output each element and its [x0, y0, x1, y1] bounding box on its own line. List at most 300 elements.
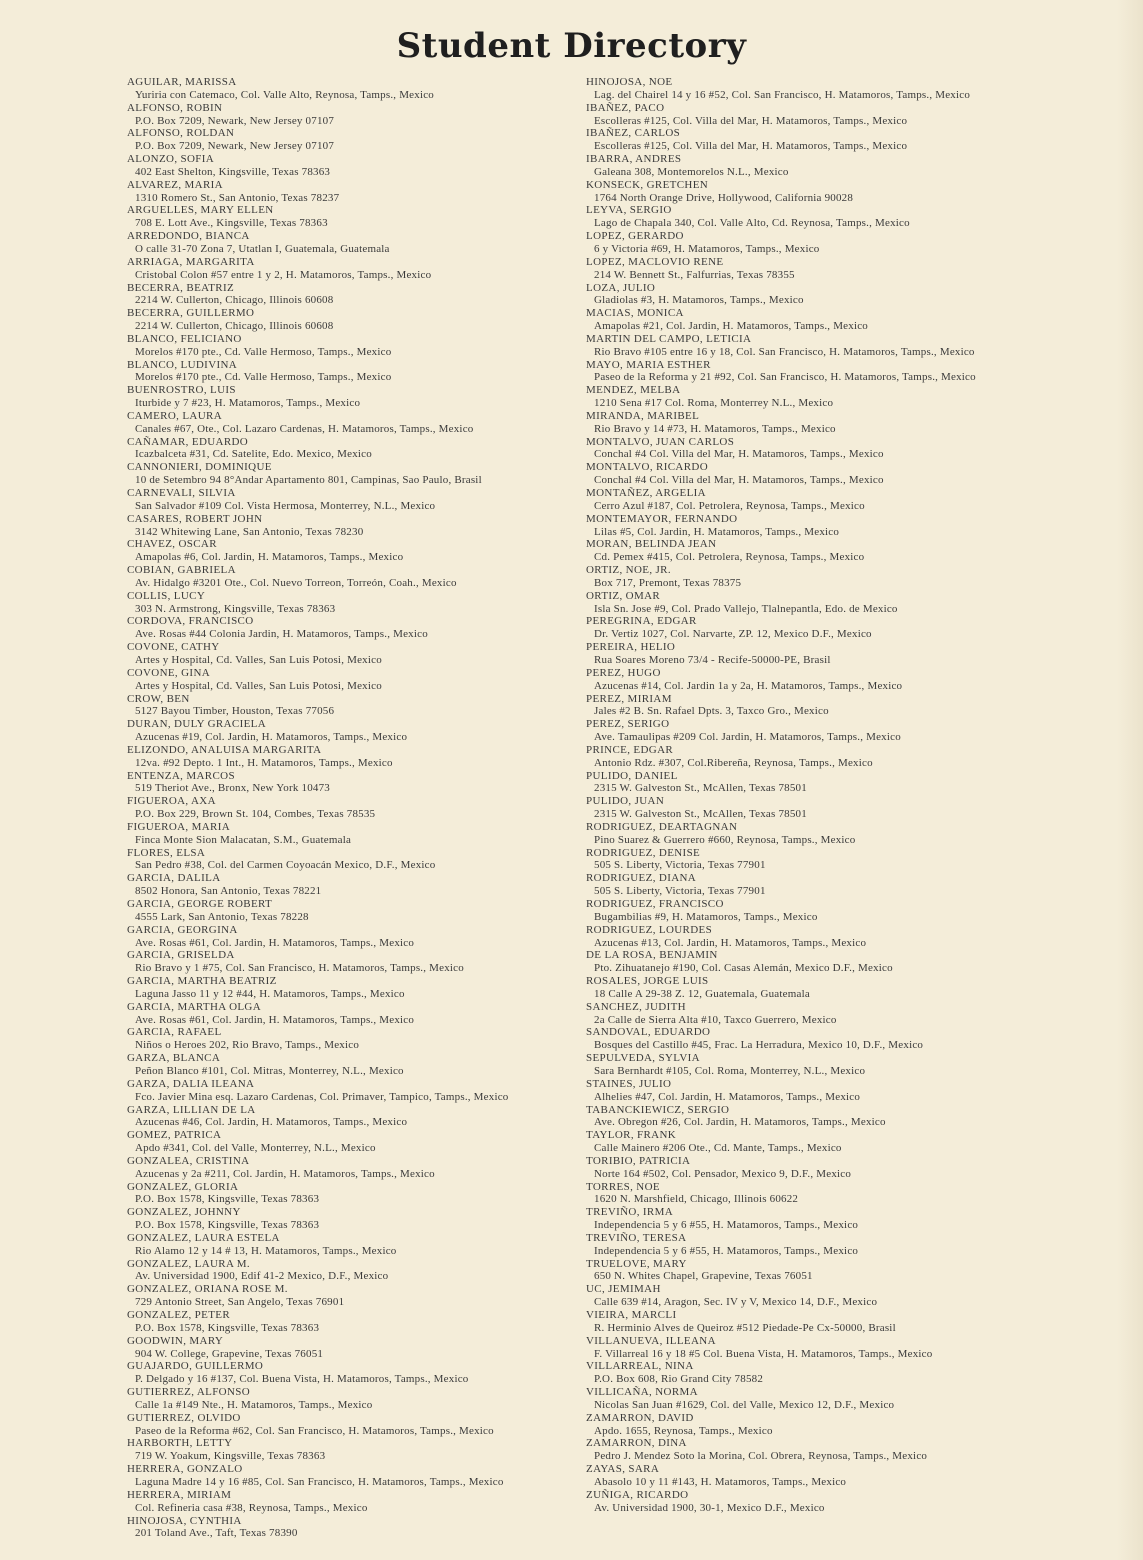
student-name: COVONE, CATHY: [127, 641, 220, 654]
student-name: GARCIA, RAFAEL: [127, 1026, 222, 1039]
student-address: R. Herminio Alves de Queiroz #512 Piedade-Pe Cx-50000, Brasil: [594, 1321, 896, 1334]
student-address: Lilas #5, Col. Jardin, H. Matamoros, Tamps., Mexico: [594, 525, 840, 538]
directory-entry: [127, 179, 582, 205]
student-name: CORDOVA, FRANCISCO: [127, 615, 254, 628]
directory-entry: [586, 693, 1056, 719]
directory-entry: [586, 821, 1056, 847]
student-address: Morelos #170 pte., Cd. Valle Hermoso, Tamps., Mexico: [135, 345, 392, 358]
directory-entry: [127, 1335, 582, 1361]
directory-entry: [586, 179, 1056, 205]
directory-entry: [127, 641, 582, 667]
directory-entry: [586, 1001, 1056, 1027]
student-name: GUTIERREZ, OLVIDO: [127, 1411, 241, 1424]
student-name: MAYO, MARIA ESTHER: [586, 358, 711, 371]
student-address: Pino Suarez & Guerrero #660, Reynosa, Tamps., Mexico: [594, 833, 856, 846]
student-address: Morelos #170 pte., Cd. Valle Hermoso, Tamps., Mexico: [135, 371, 392, 384]
student-name: VILLANUEVA, ILLEANA: [586, 1334, 716, 1347]
student-address: Box 717, Premont, Texas 78375: [594, 576, 742, 589]
student-name: TRUELOVE, MARY: [586, 1257, 687, 1270]
student-name: RODRIGUEZ, FRANCISCO: [586, 898, 724, 910]
student-address: Azucenas #19, Col. Jardin, H. Matamoros, Tamps., Mexico: [135, 731, 408, 744]
student-address: 2315 W. Galveston St., McAllen, Texas 78501: [594, 782, 807, 795]
student-address: 10 de Setembro 94 8°Andar Apartamento 801, Campinas, Sao Paulo, Brasil: [135, 474, 482, 487]
student-name: ALFONSO, ROBIN: [127, 101, 223, 114]
directory-entry: [127, 615, 582, 641]
student-name: HERRERA, MIRIAM: [127, 1488, 232, 1501]
directory-entry: [586, 924, 1056, 950]
student-name: ORTIZ, OMAR: [586, 589, 661, 602]
directory-entry: [127, 127, 582, 153]
student-name: ALVAREZ, MARIA: [127, 178, 223, 191]
student-name: GARCIA, GEORGE ROBERT: [127, 898, 273, 910]
student-name: MACIAS, MONICA: [586, 307, 684, 320]
student-address: Niños o Heroes 202, Rio Bravo, Tamps., Mexico: [135, 1039, 360, 1052]
directory-entry: [127, 1129, 582, 1155]
student-name: GARZA, DALIA ILEANA: [127, 1077, 255, 1090]
student-address: Azucenas y 2a #211, Col. Jardin, H. Matamoros, Tamps., Mexico: [135, 1167, 435, 1180]
directory-entry: [586, 410, 1056, 436]
student-name: TAYLOR, FRANK: [586, 1129, 677, 1142]
directory-entry: [586, 307, 1056, 333]
directory-entry: [127, 487, 582, 513]
student-name: GUAJARDO, GUILLERMO: [127, 1360, 264, 1373]
directory-entry: [127, 1386, 582, 1412]
directory-column-left: [127, 76, 582, 1540]
directory-entry: [127, 564, 582, 590]
student-address: 8502 Honora, San Antonio, Texas 78221: [135, 885, 322, 898]
student-address: Cristobal Colon #57 entre 1 y 2, H. Matamoros, Tamps., Mexico: [135, 268, 432, 281]
student-name: STAINES, JULIO: [586, 1077, 672, 1090]
student-address: P.O. Box 608, Rio Grand City 78582: [594, 1373, 764, 1386]
directory-entry: [127, 1437, 582, 1463]
student-name: COBIAN, GABRIELA: [127, 564, 236, 577]
student-address: 402 East Shelton, Kingsville, Texas 78363: [135, 165, 331, 178]
directory-entry: [127, 1489, 582, 1515]
student-address: Dr. Vertiz 1027, Col. Narvarte, ZP. 12, Mexico D.F., Mexico: [594, 628, 872, 641]
directory-entry: [586, 256, 1056, 282]
directory-entry: [586, 1283, 1056, 1309]
student-name: PEREIRA, HELIO: [586, 641, 676, 654]
student-name: MONTAÑEZ, ARGELIA: [586, 487, 706, 499]
directory-entry: [127, 1155, 582, 1181]
directory-entry: [127, 307, 582, 333]
directory-entry: [586, 872, 1056, 898]
student-address: Amapolas #21, Col. Jardin, H. Matamoros, Tamps., Mexico: [594, 320, 868, 333]
student-address: P. Delgado y 16 #137, Col. Buena Vista, H. Matamoros, Tamps., Mexico: [135, 1373, 469, 1386]
directory-entry: [586, 1412, 1056, 1438]
student-address: Artes y Hospital, Cd. Valles, San Luis Potosi, Mexico: [135, 653, 382, 666]
student-address: Peñon Blanco #101, Col. Mitras, Monterrey, N.L., Mexico: [135, 1064, 404, 1077]
student-name: COVONE, GINA: [127, 666, 211, 679]
student-name: IBARRA, ANDRES: [586, 153, 682, 166]
student-address: 719 W. Yoakum, Kingsville, Texas 78363: [135, 1450, 326, 1463]
directory-entry: [127, 282, 582, 308]
student-name: COLLIS, LUCY: [127, 589, 206, 602]
student-name: SANDOVAL, EDUARDO: [586, 1026, 711, 1039]
student-address: Gladiolas #3, H. Matamoros, Tamps., Mexico: [594, 294, 804, 307]
directory-entry: [127, 744, 582, 770]
student-address: Ave. Rosas #61, Col. Jardin, H. Matamoros, Tamps., Mexico: [135, 936, 415, 949]
student-address: Av. Universidad 1900, Edif 41-2 Mexico, D.F., Mexico: [135, 1270, 389, 1283]
student-name: ARREDONDO, BIANCA: [127, 230, 250, 243]
student-address: Rua Soares Moreno 73/4 - Recife-50000-PE, Brasil: [594, 653, 831, 666]
directory-entry: [586, 487, 1056, 513]
directory-entry: [586, 615, 1056, 641]
student-name: CHAVEZ, OSCAR: [127, 538, 217, 551]
student-address: 505 S. Liberty, Victoria, Texas 77901: [594, 885, 766, 898]
student-address: Azucenas #46, Col. Jardin, H. Matamoros, Tamps., Mexico: [135, 1116, 408, 1129]
student-name: TABANCKIEWICZ, SERGIO: [586, 1103, 730, 1116]
student-address: Finca Monte Sion Malacatan, S.M., Guatemala: [135, 833, 352, 846]
directory-entry: [586, 795, 1056, 821]
directory-entry: [127, 1309, 582, 1335]
student-address: Paseo de la Reforma #62, Col. San Francisco, H. Matamoros, Tamps., Mexico: [135, 1424, 494, 1437]
student-address: Rio Alamo 12 y 14 # 13, H. Matamoros, Tamps., Mexico: [135, 1244, 397, 1257]
student-address: 2214 W. Cullerton, Chicago, Illinois 60608: [135, 294, 334, 307]
directory-entry: [586, 384, 1056, 410]
student-name: GONZALEZ, LAURA ESTELA: [127, 1231, 280, 1244]
student-name: TREVIÑO, IRMA: [586, 1206, 674, 1219]
directory-entry: [127, 1052, 582, 1078]
directory-entry: [127, 795, 582, 821]
student-address: 708 E. Lott Ave., Kingsville, Texas 78363: [135, 217, 328, 230]
directory-entry: [586, 1386, 1056, 1412]
student-name: SEPULVEDA, SYLVIA: [586, 1052, 700, 1065]
student-address: 6 y Victoria #69, H. Matamoros, Tamps., Mexico: [594, 242, 820, 255]
student-address: Abasolo 10 y 11 #143, H. Matamoros, Tamps., Mexico: [594, 1475, 847, 1488]
student-name: CAMERO, LAURA: [127, 409, 222, 422]
directory-entry: [586, 1232, 1056, 1258]
directory-column-right: [586, 76, 1056, 1515]
directory-entry: [127, 1360, 582, 1386]
student-address: Escolleras #125, Col. Villa del Mar, H. Matamoros, Tamps., Mexico: [594, 140, 908, 153]
student-address: 3142 Whitewing Lane, San Antonio, Texas 78230: [135, 525, 364, 538]
student-name: ROSALES, JORGE LUIS: [586, 975, 709, 988]
directory-entry: [586, 1437, 1056, 1463]
student-address: Escolleras #125, Col. Villa del Mar, H. Matamoros, Tamps., Mexico: [594, 114, 908, 127]
student-name: UC, JEMIMAH: [586, 1283, 661, 1296]
student-address: P.O. Box 7209, Newark, New Jersey 07107: [135, 140, 335, 153]
student-name: KONSECK, GRETCHEN: [586, 178, 709, 191]
student-name: PEREZ, SERIGO: [586, 718, 670, 731]
student-name: SANCHEZ, JUDITH: [586, 1000, 686, 1013]
student-name: ALONZO, SOFIA: [127, 153, 215, 166]
student-name: MIRANDA, MARIBEL: [586, 409, 700, 422]
student-name: GARCIA, GRISELDA: [127, 949, 235, 962]
student-name: PULIDO, JUAN: [586, 795, 665, 808]
student-name: MARTIN DEL CAMPO, LETICIA: [586, 332, 752, 345]
directory-entry: [586, 1489, 1056, 1515]
student-address: F. Villarreal 16 y 18 #5 Col. Buena Vista, H. Matamoros, Tamps., Mexico: [594, 1347, 933, 1360]
student-address: Ave. Tamaulipas #209 Col. Jardin, H. Matamoros, Tamps., Mexico: [594, 731, 901, 744]
student-name: GARZA, LILLIAN DE LA: [127, 1103, 256, 1116]
student-address: Azucenas #13, Col. Jardin, H. Matamoros, Tamps., Mexico: [594, 936, 867, 949]
student-address: Azucenas #14, Col. Jardin 1a y 2a, H. Matamoros, Tamps., Mexico: [594, 679, 903, 692]
student-address: Paseo de la Reforma y 21 #92, Col. San Francisco, H. Matamoros, Tamps., Mexico: [594, 371, 976, 384]
student-address: Iturbide y 7 #23, H. Matamoros, Tamps., Mexico: [135, 397, 361, 410]
directory-entry: [586, 1463, 1056, 1489]
student-name: LEYVA, SERGIO: [586, 204, 672, 217]
student-name: VILLICAÑA, NORMA: [586, 1386, 698, 1399]
student-name: DE LA ROSA, BENJAMIN: [586, 949, 718, 962]
directory-entry: [127, 770, 582, 796]
directory-entry: [586, 1206, 1056, 1232]
student-name: VILLARREAL, NINA: [586, 1360, 694, 1373]
directory-entry: [586, 461, 1056, 487]
student-name: ARGUELLES, MARY ELLEN: [127, 204, 274, 217]
student-name: ALFONSO, ROLDAN: [127, 127, 235, 140]
student-address: Ave. Obregon #26, Col. Jardin, H. Matamoros, Tamps., Mexico: [594, 1116, 886, 1129]
directory-entry: [127, 333, 582, 359]
directory-entry: [586, 436, 1056, 462]
student-address: Cerro Azul #187, Col. Petrolera, Reynosa, Tamps., Mexico: [594, 499, 865, 512]
student-address: Apdo #341, Col. del Valle, Monterrey, N.L., Mexico: [135, 1142, 376, 1155]
directory-entry: [127, 436, 582, 462]
directory-entry: [127, 898, 582, 924]
student-name: GARZA, BLANCA: [127, 1052, 221, 1065]
student-address: Amapolas #6, Col. Jardin, H. Matamoros, Tamps., Mexico: [135, 551, 404, 564]
student-name: RODRIGUEZ, DIANA: [586, 872, 697, 885]
directory-entry: [127, 847, 582, 873]
directory-entry: [127, 975, 582, 1001]
student-address: Alhelies #47, Col. Jardin, H. Matamoros, Tamps., Mexico: [594, 1090, 861, 1103]
student-address: Nicolas San Juan #1629, Col. del Valle, Mexico 12, D.F., Mexico: [594, 1398, 895, 1411]
student-address: Pto. Zihuatanejo #190, Col. Casas Alemán, Mexico D.F., Mexico: [594, 962, 893, 975]
student-address: Conchal #4 Col. Villa del Mar, H. Matamoros, Tamps., Mexico: [594, 448, 884, 461]
student-address: Av. Hidalgo #3201 Ote., Col. Nuevo Torreon, Torreón, Coah., Mexico: [135, 576, 457, 589]
student-address: 5127 Bayou Timber, Houston, Texas 77056: [135, 705, 335, 718]
student-name: ENTENZA, MARCOS: [127, 769, 235, 782]
directory-entry: [127, 1515, 582, 1541]
student-name: ZUÑIGA, RICARDO: [586, 1488, 689, 1501]
student-address: Jales #2 B. Sn. Rafael Dpts. 3, Taxco Gro., Mexico: [594, 705, 829, 718]
directory-entry: [127, 1412, 582, 1438]
student-name: ZAYAS, SARA: [586, 1463, 660, 1476]
student-name: RODRIGUEZ, DEARTAGNAN: [586, 820, 738, 833]
student-name: HINOJOSA, CYNTHIA: [127, 1514, 242, 1527]
directory-entry: [127, 872, 582, 898]
directory-entry: [127, 1463, 582, 1489]
directory-entry: [127, 1206, 582, 1232]
student-address: Independencia 5 y 6 #55, H. Matamoros, Tamps., Mexico: [594, 1219, 859, 1232]
directory-entry: [127, 410, 582, 436]
student-name: CARNEVALI, SILVIA: [127, 487, 236, 499]
student-name: GOODWIN, MARY: [127, 1334, 224, 1347]
student-address: P.O. Box 229, Brown St. 104, Combes, Texas 78535: [135, 808, 376, 821]
student-address: Laguna Jasso 11 y 12 #44, H. Matamoros, Tamps., Mexico: [135, 987, 405, 1000]
student-address: 2315 W. Galveston St., McAllen, Texas 78501: [594, 808, 807, 821]
student-address: Artes y Hospital, Cd. Valles, San Luis Potosi, Mexico: [135, 679, 382, 692]
student-address: Norte 164 #502, Col. Pensador, Mexico 9, D.F., Mexico: [594, 1167, 852, 1180]
student-name: GONZALEZ, ORIANA ROSE M.: [127, 1283, 288, 1296]
directory-entry: [586, 1052, 1056, 1078]
student-address: Ave. Rosas #44 Colonia Jardin, H. Matamoros, Tamps., Mexico: [135, 628, 428, 641]
student-name: GOMEZ, PATRICA: [127, 1129, 222, 1142]
student-name: LOPEZ, MACLOVIO RENE: [586, 255, 724, 268]
student-name: BLANCO, FELICIANO: [127, 332, 242, 345]
student-name: HERRERA, GONZALO: [127, 1463, 243, 1476]
student-address: Lago de Chapala 340, Col. Valle Alto, Cd. Reynosa, Tamps., Mexico: [594, 217, 910, 230]
student-address: Galeana 308, Montemorelos N.L., Mexico: [594, 165, 789, 178]
directory-entry: [586, 1129, 1056, 1155]
student-address: 18 Calle A 29-38 Z. 12, Guatemala, Guatemala: [594, 987, 810, 1000]
student-name: FIGUEROA, MARIA: [127, 820, 231, 833]
directory-entry: [586, 204, 1056, 230]
student-name: BECERRA, BEATRIZ: [127, 281, 235, 294]
directory-entry: [127, 693, 582, 719]
student-address: Calle Mainero #206 Ote., Cd. Mante, Tamps., Mexico: [594, 1142, 842, 1155]
directory-entry: [586, 564, 1056, 590]
student-name: CANNONIERI, DOMINIQUE: [127, 461, 272, 474]
student-name: ORTIZ, NOE, JR.: [586, 564, 671, 577]
directory-entry: [127, 230, 582, 256]
student-name: GARCIA, DALILA: [127, 872, 221, 885]
directory-entry: [127, 513, 582, 539]
student-address: Conchal #4 Col. Villa del Mar, H. Matamoros, Tamps., Mexico: [594, 474, 884, 487]
student-name: LOZA, JULIO: [586, 281, 656, 294]
directory-entry: [127, 384, 582, 410]
student-address: 2214 W. Cullerton, Chicago, Illinois 60608: [135, 320, 334, 333]
student-name: AGUILAR, MARISSA: [127, 76, 237, 88]
student-name: ZAMARRON, DAVID: [586, 1411, 694, 1424]
directory-entry: [127, 667, 582, 693]
page-title: Student Directory: [396, 26, 747, 66]
student-address: 519 Theriot Ave., Bronx, New York 10473: [135, 782, 330, 795]
student-address: 12va. #92 Depto. 1 Int., H. Matamoros, Tamps., Mexico: [135, 756, 393, 769]
student-address: Bosques del Castillo #45, Frac. La Herradura, Mexico 10, D.F., Mexico: [594, 1039, 924, 1052]
student-address: Sara Bernhardt #105, Col. Roma, Monterrey, N.L., Mexico: [594, 1064, 866, 1077]
student-name: TORIBIO, PATRICIA: [586, 1154, 691, 1167]
directory-entry: [127, 102, 582, 128]
student-name: GONZALEZ, PETER: [127, 1309, 231, 1321]
directory-entry: [586, 1078, 1056, 1104]
directory-entry: [127, 1104, 582, 1130]
student-name: ARRIAGA, MARGARITA: [127, 255, 255, 268]
student-address: 1764 North Orange Drive, Hollywood, California 90028: [594, 191, 854, 204]
student-address: Calle 639 #14, Aragon, Sec. IV y V, Mexico 14, D.F., Mexico: [594, 1296, 878, 1309]
directory-entry: [586, 770, 1056, 796]
directory-entry: [127, 256, 582, 282]
student-name: PEREZ, HUGO: [586, 666, 661, 679]
directory-entry: [127, 924, 582, 950]
student-address: Cd. Pemex #415, Col. Petrolera, Reynosa, Tamps., Mexico: [594, 551, 865, 564]
student-name: MENDEZ, MELBA: [586, 384, 681, 397]
directory-entry: [586, 898, 1056, 924]
directory-entry: [586, 718, 1056, 744]
directory-entry: [586, 744, 1056, 770]
directory-entry: [586, 282, 1056, 308]
student-address: 1620 N. Marshfield, Chicago, Illinois 60622: [594, 1193, 799, 1206]
directory-entry: [586, 667, 1056, 693]
directory-entry: [127, 538, 582, 564]
student-address: Laguna Madre 14 y 16 #85, Col. San Francisco, H. Matamoros, Tamps., Mexico: [135, 1475, 504, 1488]
student-address: 904 W. College, Grapevine, Texas 76051: [135, 1347, 324, 1360]
student-address: Icazbalceta #31, Cd. Satelite, Edo. Mexico, Mexico: [135, 448, 372, 461]
student-address: 303 N. Armstrong, Kingsville, Texas 78363: [135, 602, 336, 615]
directory-entry: [586, 230, 1056, 256]
student-name: LOPEZ, GERARDO: [586, 230, 684, 243]
student-address: P.O. Box 1578, Kingsville, Texas 78363: [135, 1193, 320, 1206]
student-address: Isla Sn. Jose #9, Col. Prado Vallejo, Tlalnepantla, Edo. de Mexico: [594, 602, 898, 615]
student-address: P.O. Box 1578, Kingsville, Texas 78363: [135, 1321, 320, 1334]
directory-entry: [586, 153, 1056, 179]
student-address: Rio Bravo y 1 #75, Col. San Francisco, H. Matamoros, Tamps., Mexico: [135, 962, 464, 975]
student-name: BUENROSTRO, LUIS: [127, 384, 236, 397]
student-name: MONTALVO, RICARDO: [586, 461, 709, 474]
student-name: ZAMARRON, DINA: [586, 1437, 687, 1450]
student-name: CASARES, ROBERT JOHN: [127, 512, 263, 525]
directory-entry: [586, 1155, 1056, 1181]
directory-entry: [127, 1026, 582, 1052]
student-address: 1310 Romero St., San Antonio, Texas 78237: [135, 191, 340, 204]
student-address: Antonio Rdz. #307, Col.Ribereña, Reynosa, Tamps., Mexico: [594, 756, 873, 769]
student-name: TREVIÑO, TERESA: [586, 1231, 687, 1244]
directory-entry: [127, 76, 582, 102]
student-address: 214 W. Bennett St., Falfurrias, Texas 78355: [594, 268, 795, 281]
directory-entry: [586, 847, 1056, 873]
student-name: MONTEMAYOR, FERNANDO: [586, 512, 738, 525]
student-address: Independencia 5 y 6 #55, H. Matamoros, Tamps., Mexico: [594, 1244, 859, 1257]
directory-entry: [586, 1258, 1056, 1284]
student-name: FIGUEROA, AXA: [127, 795, 216, 808]
student-address: 4555 Lark, San Antonio, Texas 78228: [135, 910, 309, 923]
student-address: P.O. Box 1578, Kingsville, Texas 78363: [135, 1219, 320, 1232]
student-address: Col. Refineria casa #38, Reynosa, Tamps., Mexico: [135, 1501, 368, 1514]
student-address: Av. Universidad 1900, 30-1, Mexico D.F., Mexico: [594, 1501, 825, 1514]
directory-entry: [586, 1360, 1056, 1386]
student-name: PEREZ, MIRIAM: [586, 692, 672, 705]
directory-entry: [586, 1309, 1056, 1335]
student-address: 2a Calle de Sierra Alta #10, Taxco Guerrero, Mexico: [594, 1013, 837, 1026]
student-name: HINOJOSA, NOE: [586, 76, 673, 88]
student-name: GONZALEZ, GLORIA: [127, 1180, 239, 1193]
student-address: Ave. Rosas #61, Col. Jardin, H. Matamoros, Tamps., Mexico: [135, 1013, 415, 1026]
student-name: GONZALEZ, LAURA M.: [127, 1257, 251, 1270]
directory-entry: [586, 538, 1056, 564]
student-name: IBAÑEZ, CARLOS: [586, 127, 681, 140]
student-name: GARCIA, GEORGINA: [127, 923, 238, 936]
directory-entry: [586, 513, 1056, 539]
student-address: Yuriria con Catemaco, Col. Valle Alto, Reynosa, Tamps., Mexico: [135, 88, 435, 101]
student-name: PULIDO, DANIEL: [586, 769, 678, 782]
student-name: GONZALEZ, JOHNNY: [127, 1206, 241, 1219]
directory-entry: [586, 975, 1056, 1001]
page-edge-shadow: [1117, 0, 1143, 1560]
student-name: VIEIRA, MARCLI: [586, 1309, 677, 1321]
student-name: CROW, BEN: [127, 692, 190, 705]
student-address: Rio Bravo #105 entre 16 y 18, Col. San Francisco, H. Matamoros, Tamps., Mexico: [594, 345, 975, 358]
directory-entry: [586, 1026, 1056, 1052]
directory-entry: [586, 590, 1056, 616]
student-address: Canales #67, Ote., Col. Lazaro Cardenas, H. Matamoros, Tamps., Mexico: [135, 422, 474, 435]
student-address: P.O. Box 7209, Newark, New Jersey 07107: [135, 114, 335, 127]
directory-entry: [586, 127, 1056, 153]
student-address: Pedro J. Mendez Soto la Morina, Col. Obrera, Reynosa, Tamps., Mexico: [594, 1450, 928, 1463]
student-name: ELIZONDO, ANALUISA MARGARITA: [127, 743, 322, 756]
directory-entry: [127, 1001, 582, 1027]
directory-entry: [127, 1258, 582, 1284]
directory-entry: [586, 1181, 1056, 1207]
directory-entry: [127, 359, 582, 385]
student-address: 650 N. Whites Chapel, Grapevine, Texas 76051: [594, 1270, 813, 1283]
student-name: CAÑAMAR, EDUARDO: [127, 435, 249, 448]
student-name: TORRES, NOE: [586, 1180, 660, 1193]
directory-entry: [127, 461, 582, 487]
directory-entry: [586, 102, 1056, 128]
student-name: GONZALEA, CRISTINA: [127, 1154, 250, 1167]
student-address: 201 Toland Ave., Taft, Texas 78390: [135, 1527, 298, 1540]
student-name: BLANCO, LUDIVINA: [127, 358, 238, 371]
